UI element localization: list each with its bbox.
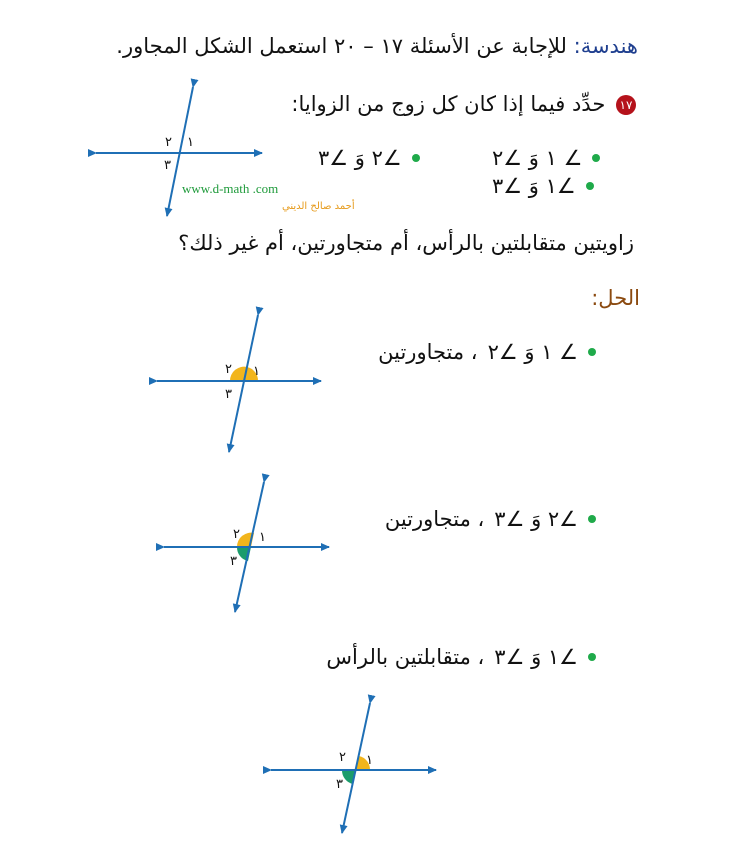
- answer-3-pair: ∠١ وَ ∠٣: [494, 645, 578, 669]
- topic-label: هندسة:: [573, 34, 638, 58]
- angle-label-1: ١: [366, 753, 373, 768]
- answer-1-pair: ∠ ١ وَ ∠٢: [487, 340, 578, 364]
- angle-label-1: ١: [259, 530, 266, 545]
- angle-label-3: ٣: [230, 554, 237, 569]
- watermark-site: www.d-math .com: [182, 181, 279, 196]
- angle-label-2: ٢: [233, 527, 240, 542]
- angle-label-1: ١: [253, 364, 260, 379]
- angle-label-2: ٢: [225, 362, 232, 377]
- angle-label-2: ٢: [165, 135, 172, 150]
- angle-label-1: ١: [187, 135, 194, 150]
- question-number-badge: ١٧: [616, 95, 636, 115]
- answer-1-result: ، متجاورتين: [378, 340, 478, 364]
- watermark-author: أحمد صالح الديني: [282, 201, 355, 212]
- angle-label-3: ٣: [164, 158, 171, 173]
- pair-c-text: ∠١ وَ ∠٣: [492, 174, 576, 198]
- pair-b-text: ∠٢ وَ ∠٣: [318, 146, 402, 170]
- closing-question: زاويتين متقابلتين بالرأس، أم متجاورتين، أم غير ذلك؟: [178, 231, 634, 255]
- angle-label-2: ٢: [339, 750, 346, 765]
- instruction-text: للإجابة عن الأسئلة ١٧ – ٢٠ استعمل الشكل المجاور.: [116, 34, 567, 58]
- solution-heading: الحل:: [591, 286, 640, 310]
- angle-label-3: ٣: [225, 387, 232, 402]
- angle-label-3: ٣: [336, 777, 343, 792]
- pair-a-text: ∠ ١ وَ ∠٢: [492, 146, 583, 170]
- answer-2-result: ، متجاورتين: [384, 507, 485, 531]
- answer-3-result: ، متقابلتين بالرأس: [326, 645, 485, 669]
- answer-2-pair: ∠٢ وَ ∠٣: [494, 507, 578, 531]
- question-prompt: حدِّد فيما إذا كان كل زوج من الزوايا:: [291, 92, 606, 116]
